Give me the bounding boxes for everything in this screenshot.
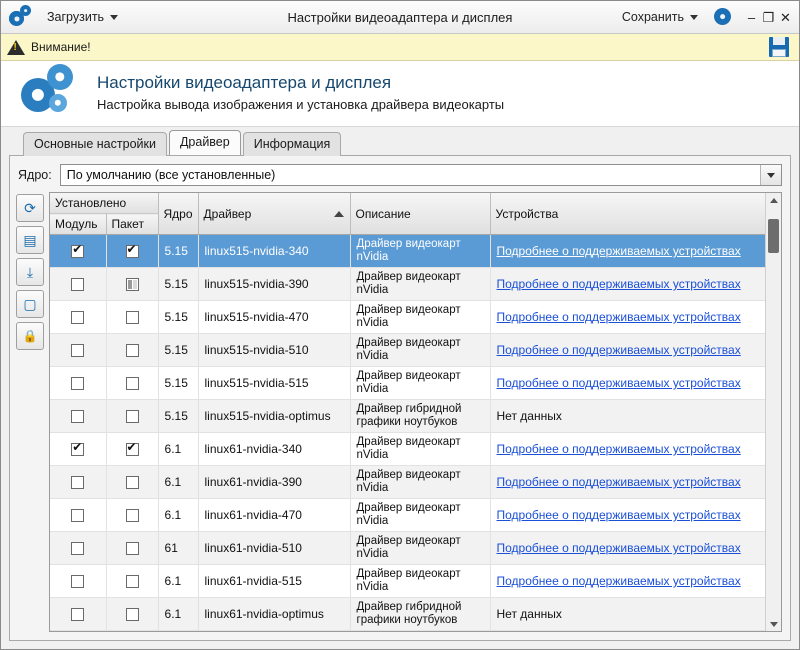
no-data-text: Нет данных xyxy=(496,409,562,423)
package-cell[interactable] xyxy=(106,598,158,631)
sort-ascending-icon xyxy=(334,211,344,217)
file-icon[interactable] xyxy=(16,290,44,318)
minimize-button[interactable]: – xyxy=(747,9,756,25)
supported-devices-link[interactable]: Подробнее о поддерживаемых устройствах xyxy=(496,244,741,258)
table-vertical-scrollbar[interactable] xyxy=(765,193,781,631)
col-description[interactable]: Описание xyxy=(350,193,490,235)
package-cell[interactable] xyxy=(106,499,158,532)
driver-cell: linux515-nvidia-515 xyxy=(198,367,350,400)
table-row[interactable] xyxy=(50,565,766,598)
devices-cell xyxy=(490,598,765,631)
description-cell: Драйвер видеокарт nVidia xyxy=(350,532,490,565)
module-checkbox[interactable] xyxy=(71,608,84,621)
scroll-up-icon[interactable] xyxy=(766,193,781,207)
driver-cell: linux61-nvidia-515 xyxy=(198,565,350,598)
devices-cell[interactable] xyxy=(490,367,765,400)
package-checkbox[interactable] xyxy=(126,278,139,291)
package-cell[interactable] xyxy=(106,565,158,598)
package-checkbox[interactable] xyxy=(126,443,139,456)
description-cell: Драйвер видеокарт nVidia xyxy=(350,301,490,334)
driver-cell: linux61-nvidia-390 xyxy=(198,466,350,499)
driver-cell: linux61-nvidia-340 xyxy=(198,433,350,466)
table-row[interactable] xyxy=(50,301,766,334)
package-checkbox[interactable] xyxy=(126,476,139,489)
refresh-glyph: ⟳ xyxy=(24,200,36,216)
package-cell[interactable] xyxy=(106,301,158,334)
window-controls xyxy=(744,10,793,25)
package-cell[interactable] xyxy=(106,235,158,268)
devices-cell[interactable] xyxy=(490,301,765,334)
module-checkbox[interactable] xyxy=(71,245,84,258)
settings-gear-icon[interactable] xyxy=(714,8,732,26)
save-menu-button[interactable] xyxy=(614,7,706,27)
table-row[interactable] xyxy=(50,532,766,565)
devices-cell[interactable] xyxy=(490,433,765,466)
description-cell: Драйвер видеокарт nVidia xyxy=(350,565,490,598)
driver-cell: linux515-nvidia-470 xyxy=(198,301,350,334)
package-checkbox[interactable] xyxy=(126,608,139,621)
driver-cell: linux515-nvidia-optimus xyxy=(198,400,350,433)
col-group-installed: Установлено xyxy=(50,193,158,214)
module-cell[interactable] xyxy=(50,268,106,301)
chevron-down-icon[interactable] xyxy=(760,165,781,185)
package-checkbox[interactable] xyxy=(126,575,139,588)
description-cell: Драйвер видеокарт nVidia xyxy=(350,334,490,367)
module-checkbox[interactable] xyxy=(71,575,84,588)
title-bar-right xyxy=(614,7,795,27)
floppy-save-icon[interactable] xyxy=(769,37,789,57)
database-icon[interactable] xyxy=(16,226,44,254)
tab-driver[interactable]: Драйвер xyxy=(169,130,241,155)
kernel-cell: 5.15 xyxy=(158,367,198,400)
kernel-cell: 5.15 xyxy=(158,334,198,367)
module-cell[interactable] xyxy=(50,565,106,598)
devices-cell[interactable] xyxy=(490,565,765,598)
module-checkbox[interactable] xyxy=(71,476,84,489)
module-cell[interactable] xyxy=(50,598,106,631)
driver-panel xyxy=(9,155,791,641)
supported-devices-link[interactable]: Подробнее о поддерживаемых устройствах xyxy=(496,343,741,357)
kernel-cell: 5.15 xyxy=(158,301,198,334)
tab-main-settings[interactable]: Основные настройки xyxy=(23,132,167,156)
module-cell[interactable] xyxy=(50,367,106,400)
kernel-cell: 5.15 xyxy=(158,235,198,268)
warning-bar xyxy=(1,34,799,61)
col-driver[interactable] xyxy=(198,193,350,235)
kernel-cell: 6.1 xyxy=(158,598,198,631)
kernel-select-value: По умолчанию (все установленные) xyxy=(66,168,276,182)
supported-devices-link[interactable]: Подробнее о поддерживаемых устройствах xyxy=(496,376,741,390)
table-row[interactable] xyxy=(50,334,766,367)
supported-devices-link[interactable]: Подробнее о поддерживаемых устройствах xyxy=(496,277,741,291)
table-row[interactable] xyxy=(50,466,766,499)
driver-cell: linux515-nvidia-340 xyxy=(198,235,350,268)
kernel-cell: 6.1 xyxy=(158,433,198,466)
col-module[interactable]: Модуль xyxy=(50,214,106,235)
devices-cell[interactable] xyxy=(490,532,765,565)
scrollbar-thumb[interactable] xyxy=(768,219,779,253)
warning-text: Внимание! xyxy=(31,40,91,54)
col-driver-label: Драйвер xyxy=(203,206,252,221)
description-cell: Драйвер видеокарт nVidia xyxy=(350,268,490,301)
app-gears-icon xyxy=(9,5,33,29)
no-data-text: Нет данных xyxy=(496,607,562,621)
table-row[interactable] xyxy=(50,268,766,301)
package-checkbox[interactable] xyxy=(126,410,139,423)
supported-devices-link[interactable]: Подробнее о поддерживаемых устройствах xyxy=(496,508,741,522)
gears-illustration-icon xyxy=(19,64,81,122)
kernel-filter-row xyxy=(10,156,790,192)
title-bar xyxy=(1,1,799,34)
module-cell[interactable] xyxy=(50,235,106,268)
module-checkbox[interactable] xyxy=(71,542,84,555)
module-cell[interactable] xyxy=(50,301,106,334)
supported-devices-link[interactable]: Подробнее о поддерживаемых устройствах xyxy=(496,475,741,489)
warning-triangle-icon xyxy=(7,40,25,55)
driver-cell: linux61-nvidia-510 xyxy=(198,532,350,565)
module-checkbox[interactable] xyxy=(71,410,84,423)
description-cell: Драйвер гибридной графики ноутбуков xyxy=(350,400,490,433)
kernel-cell: 6.1 xyxy=(158,565,198,598)
chevron-down-icon xyxy=(110,15,118,20)
devices-cell[interactable] xyxy=(490,334,765,367)
table-row[interactable] xyxy=(50,367,766,400)
scroll-down-icon[interactable] xyxy=(766,617,781,631)
tab-information[interactable]: Информация xyxy=(243,132,342,156)
module-checkbox[interactable] xyxy=(71,377,84,390)
module-cell[interactable] xyxy=(50,334,106,367)
description-cell: Драйвер видеокарт nVidia xyxy=(350,367,490,400)
load-menu-label: Загрузить xyxy=(47,10,105,24)
supported-devices-link[interactable]: Подробнее о поддерживаемых устройствах xyxy=(496,310,741,324)
download-icon[interactable] xyxy=(16,258,44,286)
description-cell: Драйвер гибридной графики ноутбуков xyxy=(350,598,490,631)
page-header xyxy=(1,61,799,127)
driver-cell: linux61-nvidia-optimus xyxy=(198,598,350,631)
package-checkbox[interactable] xyxy=(126,344,139,357)
package-cell[interactable] xyxy=(106,532,158,565)
package-cell[interactable] xyxy=(106,433,158,466)
devices-cell[interactable] xyxy=(490,499,765,532)
description-cell: Драйвер видеокарт nVidia xyxy=(350,433,490,466)
driver-cell: linux61-nvidia-470 xyxy=(198,499,350,532)
package-checkbox[interactable] xyxy=(126,542,139,555)
module-cell[interactable] xyxy=(50,400,106,433)
file-glyph: ▢ xyxy=(23,296,37,312)
kernel-cell: 6.1 xyxy=(158,466,198,499)
supported-devices-link[interactable]: Подробнее о поддерживаемых устройствах xyxy=(496,574,741,588)
package-checkbox[interactable] xyxy=(126,311,139,324)
module-checkbox[interactable] xyxy=(71,311,84,324)
package-checkbox[interactable] xyxy=(126,377,139,390)
module-cell[interactable] xyxy=(50,466,106,499)
table-head xyxy=(50,193,766,235)
supported-devices-link[interactable]: Подробнее о поддерживаемых устройствах xyxy=(496,541,741,555)
module-checkbox[interactable] xyxy=(71,509,84,522)
lock-icon[interactable] xyxy=(16,322,44,350)
tab-bar xyxy=(1,127,799,155)
kernel-cell: 61 xyxy=(158,532,198,565)
panel-body xyxy=(10,192,790,640)
module-checkbox[interactable] xyxy=(71,443,84,456)
module-cell[interactable] xyxy=(50,433,106,466)
refresh-icon[interactable] xyxy=(16,194,44,222)
window-title: Настройки видеоадаптера и дисплея xyxy=(287,9,513,25)
col-kernel[interactable]: Ядро xyxy=(158,193,198,235)
module-cell[interactable] xyxy=(50,499,106,532)
package-cell[interactable] xyxy=(106,400,158,433)
supported-devices-link[interactable]: Подробнее о поддерживаемых устройствах xyxy=(496,442,741,456)
driver-cell: linux515-nvidia-390 xyxy=(198,268,350,301)
table-row[interactable] xyxy=(50,235,766,268)
devices-cell xyxy=(490,400,765,433)
package-cell[interactable] xyxy=(106,466,158,499)
save-menu-label: Сохранить xyxy=(621,10,684,24)
driver-table-scroll-area xyxy=(50,193,766,631)
table-row[interactable] xyxy=(50,433,766,466)
driver-cell: linux515-nvidia-510 xyxy=(198,334,350,367)
table-group-header-row xyxy=(50,193,766,214)
chevron-down-icon xyxy=(690,15,698,20)
download-glyph: ⤓ xyxy=(26,264,34,280)
description-cell: Драйвер видеокарт nVidia xyxy=(350,235,490,268)
kernel-cell: 6.1 xyxy=(158,499,198,532)
devices-cell[interactable] xyxy=(490,268,765,301)
page-subtitle: Настройка вывода изображения и установка драйвера видеокарты xyxy=(97,97,505,112)
package-checkbox[interactable] xyxy=(126,509,139,522)
side-toolbar xyxy=(16,192,44,632)
kernel-filter-label: Ядро: xyxy=(18,168,52,182)
description-cell: Драйвер видеокарт nVidia xyxy=(350,499,490,532)
driver-table xyxy=(49,192,782,632)
package-checkbox[interactable] xyxy=(126,245,139,258)
module-checkbox[interactable] xyxy=(71,344,84,357)
kernel-cell: 5.15 xyxy=(158,268,198,301)
description-cell: Драйвер видеокарт nVidia xyxy=(350,466,490,499)
package-cell[interactable] xyxy=(106,268,158,301)
devices-cell[interactable] xyxy=(490,235,765,268)
package-cell[interactable] xyxy=(106,334,158,367)
table-row[interactable] xyxy=(50,499,766,532)
maximize-button[interactable]: ❐ xyxy=(762,9,775,25)
kernel-cell: 5.15 xyxy=(158,400,198,433)
devices-cell[interactable] xyxy=(490,466,765,499)
col-devices[interactable]: Устройства xyxy=(490,193,765,235)
kernel-select[interactable] xyxy=(60,164,782,186)
table-row[interactable] xyxy=(50,400,766,433)
close-button[interactable]: ✕ xyxy=(780,9,791,25)
module-checkbox[interactable] xyxy=(71,278,84,291)
title-bar-left xyxy=(5,5,126,29)
page-header-texts xyxy=(97,73,504,112)
driver-table-element xyxy=(50,193,766,631)
package-cell[interactable] xyxy=(106,367,158,400)
database-glyph: ▤ xyxy=(23,232,37,248)
table-row[interactable] xyxy=(50,598,766,631)
lock-glyph: 🔒 xyxy=(22,329,38,343)
table-body xyxy=(50,235,766,631)
col-package[interactable]: Пакет xyxy=(106,214,158,235)
module-cell[interactable] xyxy=(50,532,106,565)
page-title: Настройки видеоадаптера и дисплея xyxy=(97,73,392,92)
load-menu-button[interactable] xyxy=(39,7,126,27)
